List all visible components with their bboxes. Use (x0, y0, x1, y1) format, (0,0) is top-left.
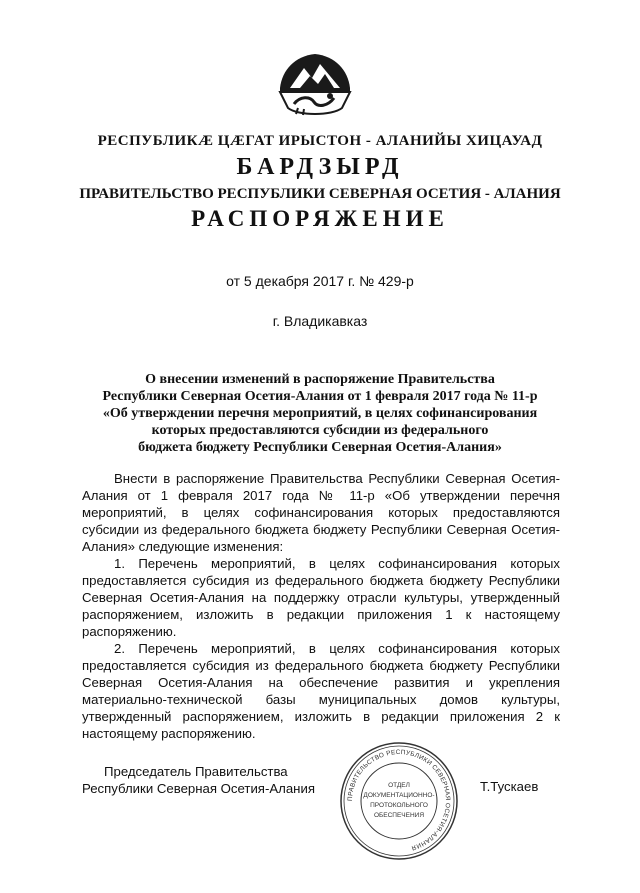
header-government-title: ПРАВИТЕЛЬСТВО РЕСПУБЛИКИ СЕВЕРНАЯ ОСЕТИЯ - АЛАНИЯ (79, 186, 561, 202)
document-date-number: от 5 декабря 2017 г. № 429-р (226, 273, 414, 289)
svg-text:ПРАВИТЕЛЬСТВО РЕСПУБЛИКИ СЕВЕР (347, 749, 451, 851)
subject-line: «Об утверждении перечня мероприятий, в целях софинансирования (102, 406, 538, 421)
document-body (82, 470, 560, 742)
signatory-title-line: Председатель Правительства (104, 764, 288, 779)
header-ossetian-doc-type: БАРДЗЫРД (236, 154, 404, 180)
body-item-2: 2. Перечень мероприятий, в целях софинансирования которых предоставляется субсидия из федерального бюджета бюджету Республики Северная Осетия-Алания на обеспечение развития и укрепления материально-технической базы муниципальных домов культуры, утвержденный распоряжением, изложить в редакции приложения 2 к настоящему распоряжению. (82, 641, 560, 741)
signatory-name: Т.Тускаев (480, 779, 539, 794)
body-item-1: 1. Перечень мероприятий, в целях софинансирования которых предоставляется субсидия из федерального бюджета бюджету Республики Северная Осетия-Алания на поддержку отрасли культуры, утвержденный распоряжением, изложить в редакции приложения 1 к настоящему распоряжению. (82, 556, 560, 639)
subject-line: которых предоставляются субсидии из федерального (151, 423, 489, 438)
body-intro-paragraph: Внести в распоряжение Правительства Республики Северная Осетия-Алания от 1 февраля 2017 года № 11-р «Об утверждении перечня мероприятий, в целях софинансирования которых предоставляются субсидии из федерального бюджета бюджету Республики Северная Осетия-Алания» следующие изменения: (82, 471, 560, 554)
document-city: г. Владикавказ (272, 313, 368, 329)
document-subject (70, 371, 570, 456)
stamp-center-line: ОБЕСПЕЧЕНИЯ (373, 812, 425, 819)
official-stamp (338, 740, 460, 862)
stamp-center-line: ОТДЕЛ (388, 782, 410, 789)
stamp-center-line: ДОКУМЕНТАЦИОННО- (363, 792, 435, 799)
subject-line: бюджета бюджету Республики Северная Осетия-Алания» (138, 440, 502, 455)
signatory-title (82, 763, 342, 797)
header-ossetian-title: РЕСПУБЛИКӔ ЦӔГАТ ИРЫСТОН - АЛАНИЙЫ ХИЦАУАД (97, 133, 543, 149)
coat-of-arms-emblem (270, 52, 360, 118)
header-doc-type: РАСПОРЯЖЕНИЕ (191, 206, 449, 231)
stamp-ring-text: ПРАВИТЕЛЬСТВО РЕСПУБЛИКИ СЕВЕРНАЯ ОСЕТИЯ-АЛАНИЯ (346, 748, 452, 852)
subject-line: О внесении изменений в распоряжение Правительства (145, 372, 495, 387)
signatory-title-line: Республики Северная Осетия-Алания (82, 781, 315, 796)
stamp-center-line: ПРОТОКОЛЬНОГО (370, 802, 428, 809)
subject-line: Республики Северная Осетия-Алания от 1 февраля 2017 года № 11-р (102, 389, 538, 404)
